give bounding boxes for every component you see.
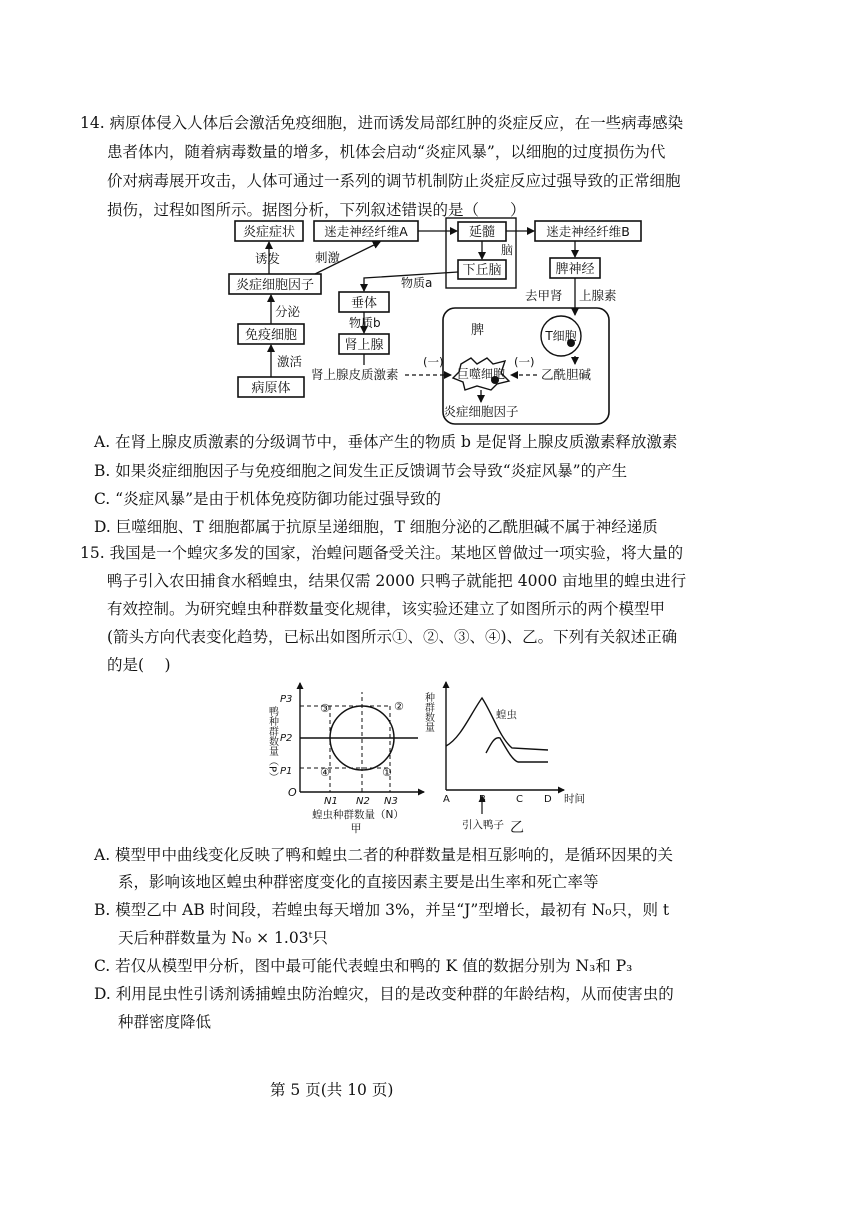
jia-region-3: ③ <box>320 702 330 715</box>
q14-line-2: 患者体内，随着病毒数量的增多，机体会启动“炎症风暴”，以细胞的过度损伤为代 <box>107 143 666 161</box>
model-yi-chart <box>422 678 596 836</box>
q15-option-d-2: 种群密度降低 <box>118 1013 212 1031</box>
q14-option-c: C. “炎症风暴”是由于机体免疫防御功能过强导致的 <box>94 490 442 508</box>
yi-xlabel: 时间 <box>564 793 585 805</box>
label-mianyi: 免疫细胞 <box>244 328 298 343</box>
yi-series-label: 蝗虫 <box>496 709 517 721</box>
label-yanzheng-yinzi: 炎症细胞因子 <box>235 278 315 293</box>
label-nao: 脑 <box>501 243 514 257</box>
label-yansui: 延髓 <box>468 225 496 240</box>
jia-tick-p1: P1 <box>280 766 293 777</box>
q14-line-1: 14. 病原体侵入人体后会激活免疫细胞，进而诱发局部红肿的炎症反应，在一些病毒感染 <box>80 114 684 132</box>
jia-tick-n3: N3 <box>384 796 398 807</box>
jia-tick-n2: N2 <box>356 796 370 807</box>
label-yixian: 乙酰胆碱 <box>541 367 592 382</box>
label-jushi: 巨噬细胞 <box>456 367 506 381</box>
label-youfa: 诱发 <box>255 251 281 266</box>
q15-option-a-2: 系，影响该地区蝗虫种群密度变化的直接因素主要是出生率和死亡率等 <box>118 873 599 891</box>
q15-option-c: C. 若仅从模型甲分析，图中最可能代表蝗虫和鸭的 K 值的数据分别为 N₃和 P₃ <box>94 957 633 975</box>
label-ciji: 刺激 <box>315 250 341 265</box>
q14-regulation-diagram <box>225 218 645 426</box>
jia-tick-p2: P2 <box>280 733 293 744</box>
q15-line-4: (箭头方向代表变化趋势，已标出如图所示①、②、③、④)、乙。下列有关叙述正确 <box>107 628 678 646</box>
q15-option-d-1: D. 利用昆虫性引诱剂诱捕蝗虫防治蝗灾，目的是改变种群的年龄结构，从而使害虫的 <box>94 985 674 1003</box>
q14-option-d: D. 巨噬细胞、T 细胞都属于抗原呈递细胞，T 细胞分泌的乙酰胆碱不属于神经递质 <box>94 518 658 536</box>
yi-tick-a: A <box>443 794 450 805</box>
yi-caption: 乙 <box>510 820 524 836</box>
jia-origin: O <box>288 786 297 799</box>
jia-caption: 甲 <box>350 822 362 835</box>
label-xiaqiunao: 下丘脑 <box>462 263 502 278</box>
label-t-cell: T细胞 <box>545 329 577 343</box>
q14-line-4: 损伤，过程如图所示。据图分析，下列叙述错误的是（ ） <box>107 201 526 219</box>
q15-line-5: 的是( ) <box>107 656 171 674</box>
label-minus-1: (一) <box>423 355 444 369</box>
label-shenshangxian: 肾上腺 <box>344 338 384 353</box>
yi-tick-d: D <box>544 794 552 805</box>
q15-line-2: 鸭子引入农田捕食水稻蝗虫，结果仅需 2000 只鸭子就能把 4000 亩地里的蝗虫进行 <box>107 572 687 590</box>
yi-arrow-label: 引入鸭子 <box>462 819 504 831</box>
label-pizhi-jisu: 肾上腺皮质激素 <box>311 367 399 382</box>
jia-ylabel: 鸭种群数量（P） <box>266 706 278 783</box>
yi-tick-b: B <box>479 794 486 805</box>
label-mizou-a: 迷走神经纤维A <box>324 224 408 239</box>
q15-line-3: 有效控制。为研究蝗虫种群数量变化规律，该实验还建立了如图所示的两个模型甲 <box>107 600 666 618</box>
q15-option-b-1: B. 模型乙中 AB 时间段，若蝗虫每天增加 3%，并呈“J”型增长，最初有 N₀只，则 t <box>94 901 670 919</box>
label-fenmi: 分泌 <box>275 304 301 319</box>
model-jia-chart <box>258 678 430 836</box>
jia-tick-p3: P3 <box>280 694 293 705</box>
yi-tick-c: C <box>516 794 523 805</box>
label-minus-2: (一) <box>514 355 535 369</box>
jia-region-1: ① <box>382 766 392 779</box>
jia-tick-n1: N1 <box>324 796 338 807</box>
label-chuiti: 垂体 <box>350 296 378 311</box>
jia-region-4: ④ <box>320 766 330 779</box>
jia-xlabel: 蝗虫种群数量（N） <box>312 809 404 821</box>
label-pi-shenjing: 脾神经 <box>555 262 595 277</box>
label-wuzhi-b: 物质b <box>349 316 381 330</box>
label-pi: 脾 <box>471 323 485 338</box>
page-footer: 第 5 页(共 10 页) <box>270 1081 394 1099</box>
q15-option-b-2: 天后种群数量为 N₀ × 1.03ᵗ只 <box>118 929 328 947</box>
q14-option-b: B. 如果炎症细胞因子与免疫细胞之间发生正反馈调节会导致“炎症风暴”的产生 <box>94 462 628 480</box>
q15-line-1: 15. 我国是一个蝗灾多发的国家，治蝗问题备受关注。某地区曾做过一项实验，将大量的 <box>80 544 684 562</box>
q14-line-3: 价对病毒展开攻击，人体可通过一系列的调节机制防止炎症反应过强导致的正常细胞 <box>107 172 681 190</box>
label-yanzheng-zhengzhuang: 炎症症状 <box>242 225 296 240</box>
yi-curve-locust <box>446 698 548 750</box>
label-quji-1: 去甲肾 <box>525 288 563 303</box>
label-yanzheng-yinzi-2: 炎症细胞因子 <box>443 404 519 419</box>
label-jihuo: 激活 <box>277 354 303 369</box>
yi-ylabel: 种群数量 <box>422 692 434 732</box>
label-quji-2: 上腺素 <box>579 288 617 303</box>
label-wuzhi-a: 物质a <box>401 276 433 290</box>
q15-option-a-1: A. 模型甲中曲线变化反映了鸭和蝗虫二者的种群数量是相互影响的，是循环因果的关 <box>94 846 674 864</box>
q14-option-a: A. 在肾上腺皮质激素的分级调节中，垂体产生的物质 b 是促肾上腺皮质激素释放激素 <box>94 433 678 451</box>
label-mizou-b: 迷走神经纤维B <box>546 224 630 239</box>
jia-region-2: ② <box>394 700 404 713</box>
label-bingyuanti: 病原体 <box>251 381 291 396</box>
